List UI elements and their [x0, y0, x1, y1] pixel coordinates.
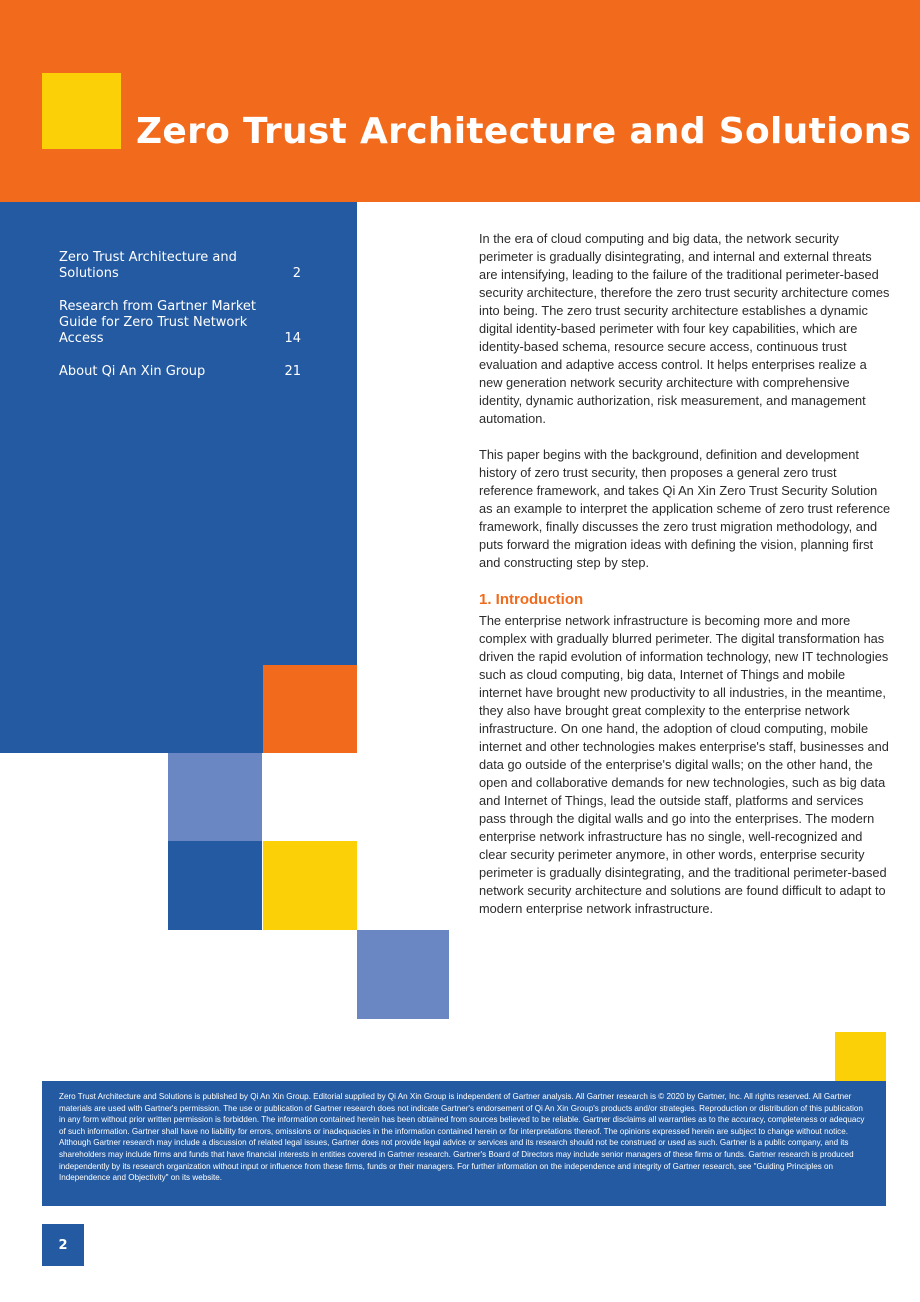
toc-entry-zero-trust[interactable]	[59, 250, 301, 282]
toc-entry-label: About Qi An Xin Group	[59, 364, 206, 379]
toc-entry-about[interactable]	[59, 364, 301, 380]
toc-entry-label: Research from Gartner Market Guide for Zero Trust Network Access	[59, 299, 257, 346]
section-paragraph: The enterprise network infrastructure is becoming more and more complex with gradually blurred perimeter. The digital transformation has driven the rapid evolution of information technology, new IT technologies such as cloud computing, big data, Internet of Things and mobile internet have brought new productivity to all industries, in the meantime, they also have brought great complexity to the enterprise network infrastructure. On one hand, the adoption of cloud computing, mobile internet and other technologies makes enterprise's staff, businesses and data go outside of the enterprise's digital walls; on the other hand, the open and collaborative demands for new technologies, such as big data and Internet of Things, lead the outside staff, platforms and services pass through the digital walls and go into the enterprises. The modern enterprise network infrastructure has no single, well-recognized and clear security perimeter anymore, in other words, enterprise security perimeter is gradually disintegrating, and the traditional perimeter-based network security architecture and solutions are found difficult to adapt to modern enterprise network infrastructure.	[479, 613, 889, 916]
disclaimer-text: Zero Trust Architecture and Solutions is published by Qi An Xin Group. Editorial supplied by Qi An Xin Group is independent of Gartner analysis. All Gartner research is © 2020 by Gartner, Inc. All rights reserved. All Gartner materials are used with Gartner's permission. The use or publication of Gartner research does not indicate Gartner's endorsement of Qi An Xin Group's products and/or strategies. Reproduction or distribution of this publication in any form without prior written permission is forbidden. The information contained herein has been obtained from sources believed to be reliable. Gartner disclaims all warranties as to the accuracy, completeness or adequacy of such information. Gartner shall have no liability for errors, omissions or inadequacies in the information contained herein or for interpretations thereof. The opinions expressed herein are subject to change without notice. Although Gartner research may include a discussion of related legal issues, Gartner does not provide legal advice or services and its research should not be construed or used as such. Gartner is a public company, and its shareholders may include firms and funds that have financial interests in entities covered in Gartner research. Gartner's Board of Directors may include senior managers of these firms or funds. Gartner research is produced independently by its research organization without input or influence from these firms, funds or their managers. For further information on the independence and integrity of Gartner research, see "Guiding Principles on Independence and Objectivity" on its website.	[59, 1092, 865, 1183]
intro-paragraph: This paper begins with the background, definition and development history of zero trust security, then proposes a general zero trust reference framework, and takes Qi An Xin Zero Trust Security Solution as an example to interpret the application scheme of zero trust reference framework, finally discusses the zero trust migration methodology, and puts forward the migration ideas with defining the vision, planning first and constructing step by step.	[479, 447, 891, 570]
section-heading: 1. Introduction	[479, 591, 584, 608]
decorative-square-orange	[263, 665, 357, 753]
toc-entry-label: Zero Trust Architecture and Solutions	[59, 250, 237, 281]
page-title: Zero Trust Architecture and Solutions	[136, 111, 912, 152]
toc-entry-page: 14	[284, 331, 301, 346]
decorative-square-yellow	[835, 1032, 886, 1081]
decorative-square-lavender	[357, 930, 449, 1019]
decorative-square-lavender	[168, 753, 262, 841]
header-accent-square	[42, 73, 121, 149]
page-number-label: 2	[58, 1237, 68, 1253]
main-content	[479, 230, 891, 918]
decorative-square-blue	[168, 841, 262, 930]
toc-entry-page: 21	[284, 364, 301, 379]
intro-paragraph: In the era of cloud computing and big data, the network security perimeter is gradually disintegrating, and internal and external threats are intensifying, leading to the failure of the traditional perimeter-based security architecture, therefore the zero trust security architecture comes into being. The zero trust security architecture establishes a dynamic digital identity-based perimeter with four key capabilities, which are identity-based schema, resource secure access, continuous trust evaluation and adaptive access control. It helps enterprises realize a new generation network security architecture with comprehensive identity, dynamic authorization, risk measurement, and management automation.	[479, 231, 890, 426]
decorative-square-yellow	[263, 841, 357, 930]
page-number	[42, 1224, 84, 1266]
header-banner	[0, 0, 920, 202]
toc-entry-page: 2	[292, 266, 301, 281]
toc-entry-gartner-research[interactable]	[59, 299, 301, 347]
table-of-contents	[59, 250, 301, 397]
